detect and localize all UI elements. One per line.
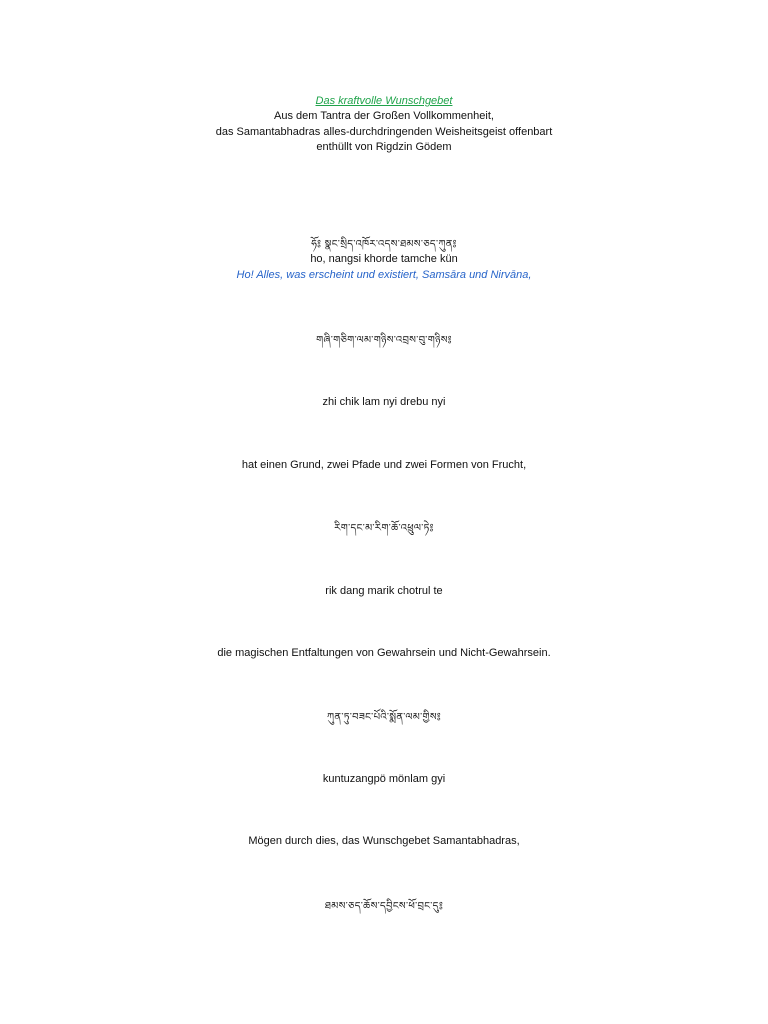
verse-1-tibetan: ཧོ༔ སྣང་སྲིད་འཁོར་འདས་ཐམས་ཅད་ཀུན༔ — [311, 239, 457, 250]
verse-3-tibetan: རིག་དང་མ་རིག་ཆོ་འཕྲུལ་ཏེ༔ — [334, 523, 434, 534]
subtitle-line-2: das Samantabhadras alles-durchdringenden Weisheitsgeist offenbart — [215, 126, 553, 138]
verse-4-transliteration: kuntuzangpö mönlam gyi — [322, 773, 446, 785]
verse-3-translation: die magischen Entfaltungen von Gewahrsein und Nicht-Gewahrsein. — [217, 647, 551, 659]
verse-4-translation: Mögen durch dies, das Wunschgebet Samantabhadras, — [248, 835, 520, 847]
verse-2-transliteration: zhi chik lam nyi drebu nyi — [322, 396, 446, 408]
verse-2-tibetan: གཞི་གཅིག་ལམ་གཉིས་འབྲས་བུ་གཉིས༔ — [316, 335, 452, 346]
verse-2-translation: hat einen Grund, zwei Pfade und zwei Formen von Frucht, — [241, 459, 527, 471]
verse-1-transliteration: ho, nangsi khorde tamche kün — [310, 253, 458, 265]
verse-1-translation: Ho! Alles, was erscheint und existiert, Samsāra und Nirvāna, — [236, 269, 532, 281]
subtitle-line-3: enthüllt von Rigdzin Gödem — [316, 141, 452, 153]
subtitle-line-1: Aus dem Tantra der Großen Vollkommenheit, — [274, 110, 494, 122]
verse-5-tibetan: ཐམས་ཅད་ཆོས་དབྱིངས་ཕོ་བྲང་དུ༔ — [324, 901, 444, 912]
document-title[interactable]: Das kraftvolle Wunschgebet — [315, 95, 453, 107]
verse-3-transliteration: rik dang marik chotrul te — [325, 585, 443, 597]
verse-4-tibetan: ཀུན་ཏུ་བཟང་པོའི་སྨོན་ལམ་གྱིས༔ — [327, 712, 441, 723]
